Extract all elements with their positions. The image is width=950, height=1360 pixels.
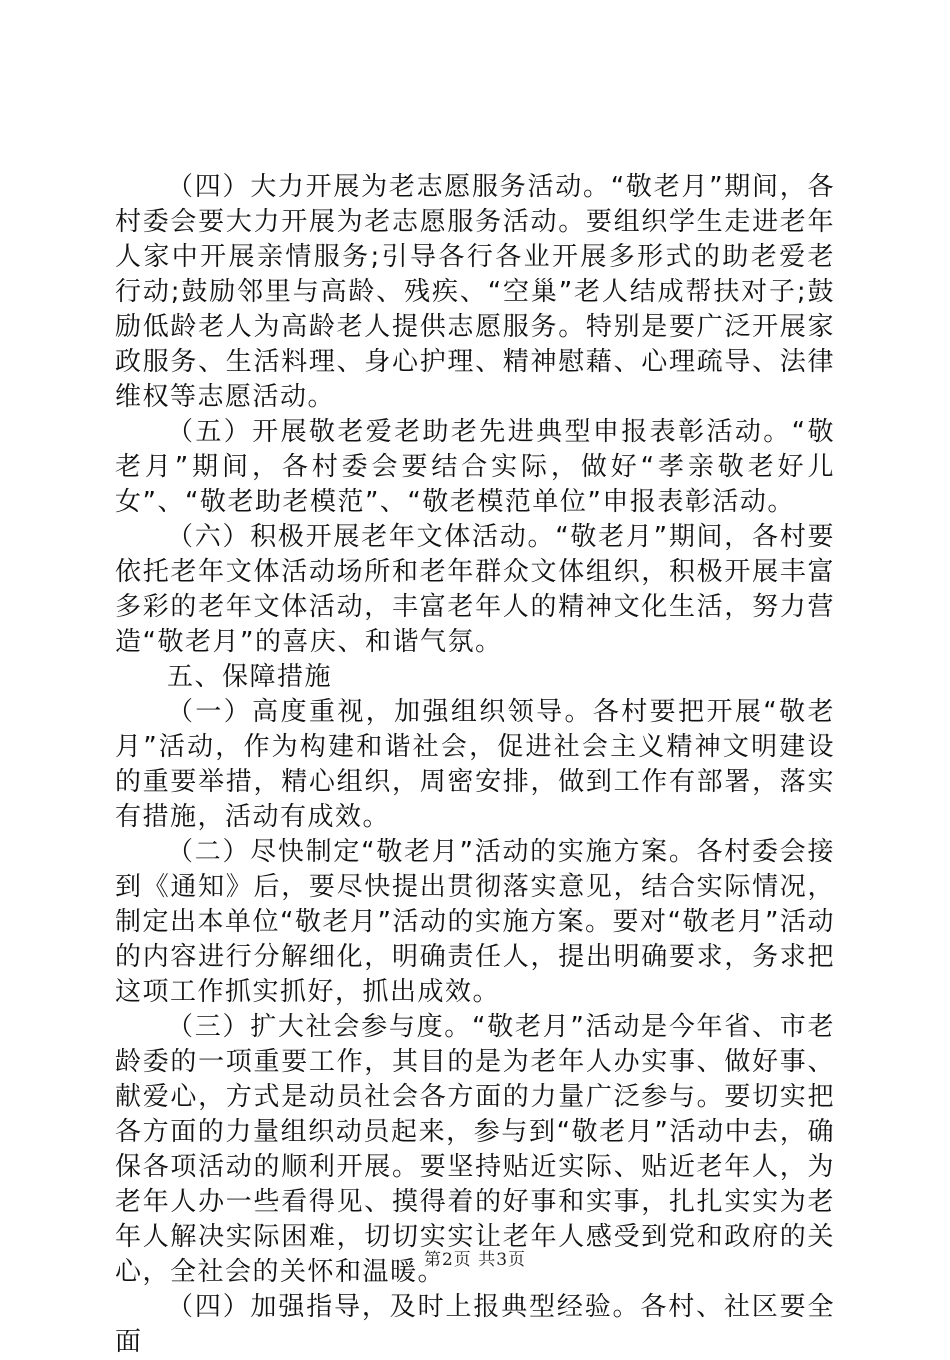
paragraph-cultural-activities: （六）积极开展老年文体活动。“敬老月”期间，各村要依托老年文体活动场所和老年群众文体组织，积极开展丰富多彩的老年文体活动，丰富老年人的精神文化生活，努力营造“敬老月”的喜庆、和谐气氛。 (115, 522, 835, 657)
paragraph-social-participation: （三）扩大社会参与度。“敬老月”活动是今年省、市老龄委的一项重要工作，其目的是为老年人办实事、做好事、献爱心，方式是动员社会各方面的力量广泛参与。要切实把各方面的力量组织动员起来，参与到“敬老月”活动中去，确保各项活动的顺利开展。要坚持贴近实际、贴近老年人，为老年人办一些看得见、摸得着的好事和实事，扎扎实实为老年人解决实际困难，切切实实让老年人感受到党和政府的关心，全社会的关怀和温暖。 (115, 1012, 835, 1287)
document-body (115, 170, 835, 1360)
paragraph-commendation: （五）开展敬老爱老助老先进典型申报表彰活动。“敬老月”期间，各村委会要结合实际，做好“孝亲敬老好儿女”、“敬老助老模范”、“敬老模范单位”申报表彰活动。 (115, 417, 835, 517)
paragraph-leadership: （一）高度重视，加强组织领导。各村要把开展“敬老月”活动，作为构建和谐社会，促进社会主义精神文明建设的重要举措，精心组织，周密安排，做到工作有部署，落实有措施，活动有成效。 (115, 697, 835, 832)
section-heading-safeguards: 五、保障措施 (167, 662, 333, 692)
paragraph-guidance: （四）加强指导，及时上报典型经验。各村、社区要全面 (115, 1292, 835, 1357)
paragraph-implementation-plan: （二）尽快制定“敬老月”活动的实施方案。各村委会接到《通知》后，要尽快提出贯彻落实意见，结合实际情况，制定出本单位“敬老月”活动的实施方案。要对“敬老月”活动的内容进行分解细化，明确责任人，提出明确要求，务求把这项工作抓实抓好，抓出成效。 (115, 837, 835, 1007)
paragraph-volunteer-service: （四）大力开展为老志愿服务活动。“敬老月”期间，各村委会要大力开展为老志愿服务活动。要组织学生走进老年人家中开展亲情服务;引导各行各业开展多形式的助老爱老行动;鼓励邻里与高龄、残疾、“空巢”老人结成帮扶对子;鼓励低龄老人为高龄老人提供志愿服务。特别是要广泛开展家政服务、生活料理、身心护理、精神慰藉、心理疏导、法律维权等志愿活动。 (115, 172, 835, 412)
page-footer: 第2页 共3页 (423, 1250, 527, 1270)
